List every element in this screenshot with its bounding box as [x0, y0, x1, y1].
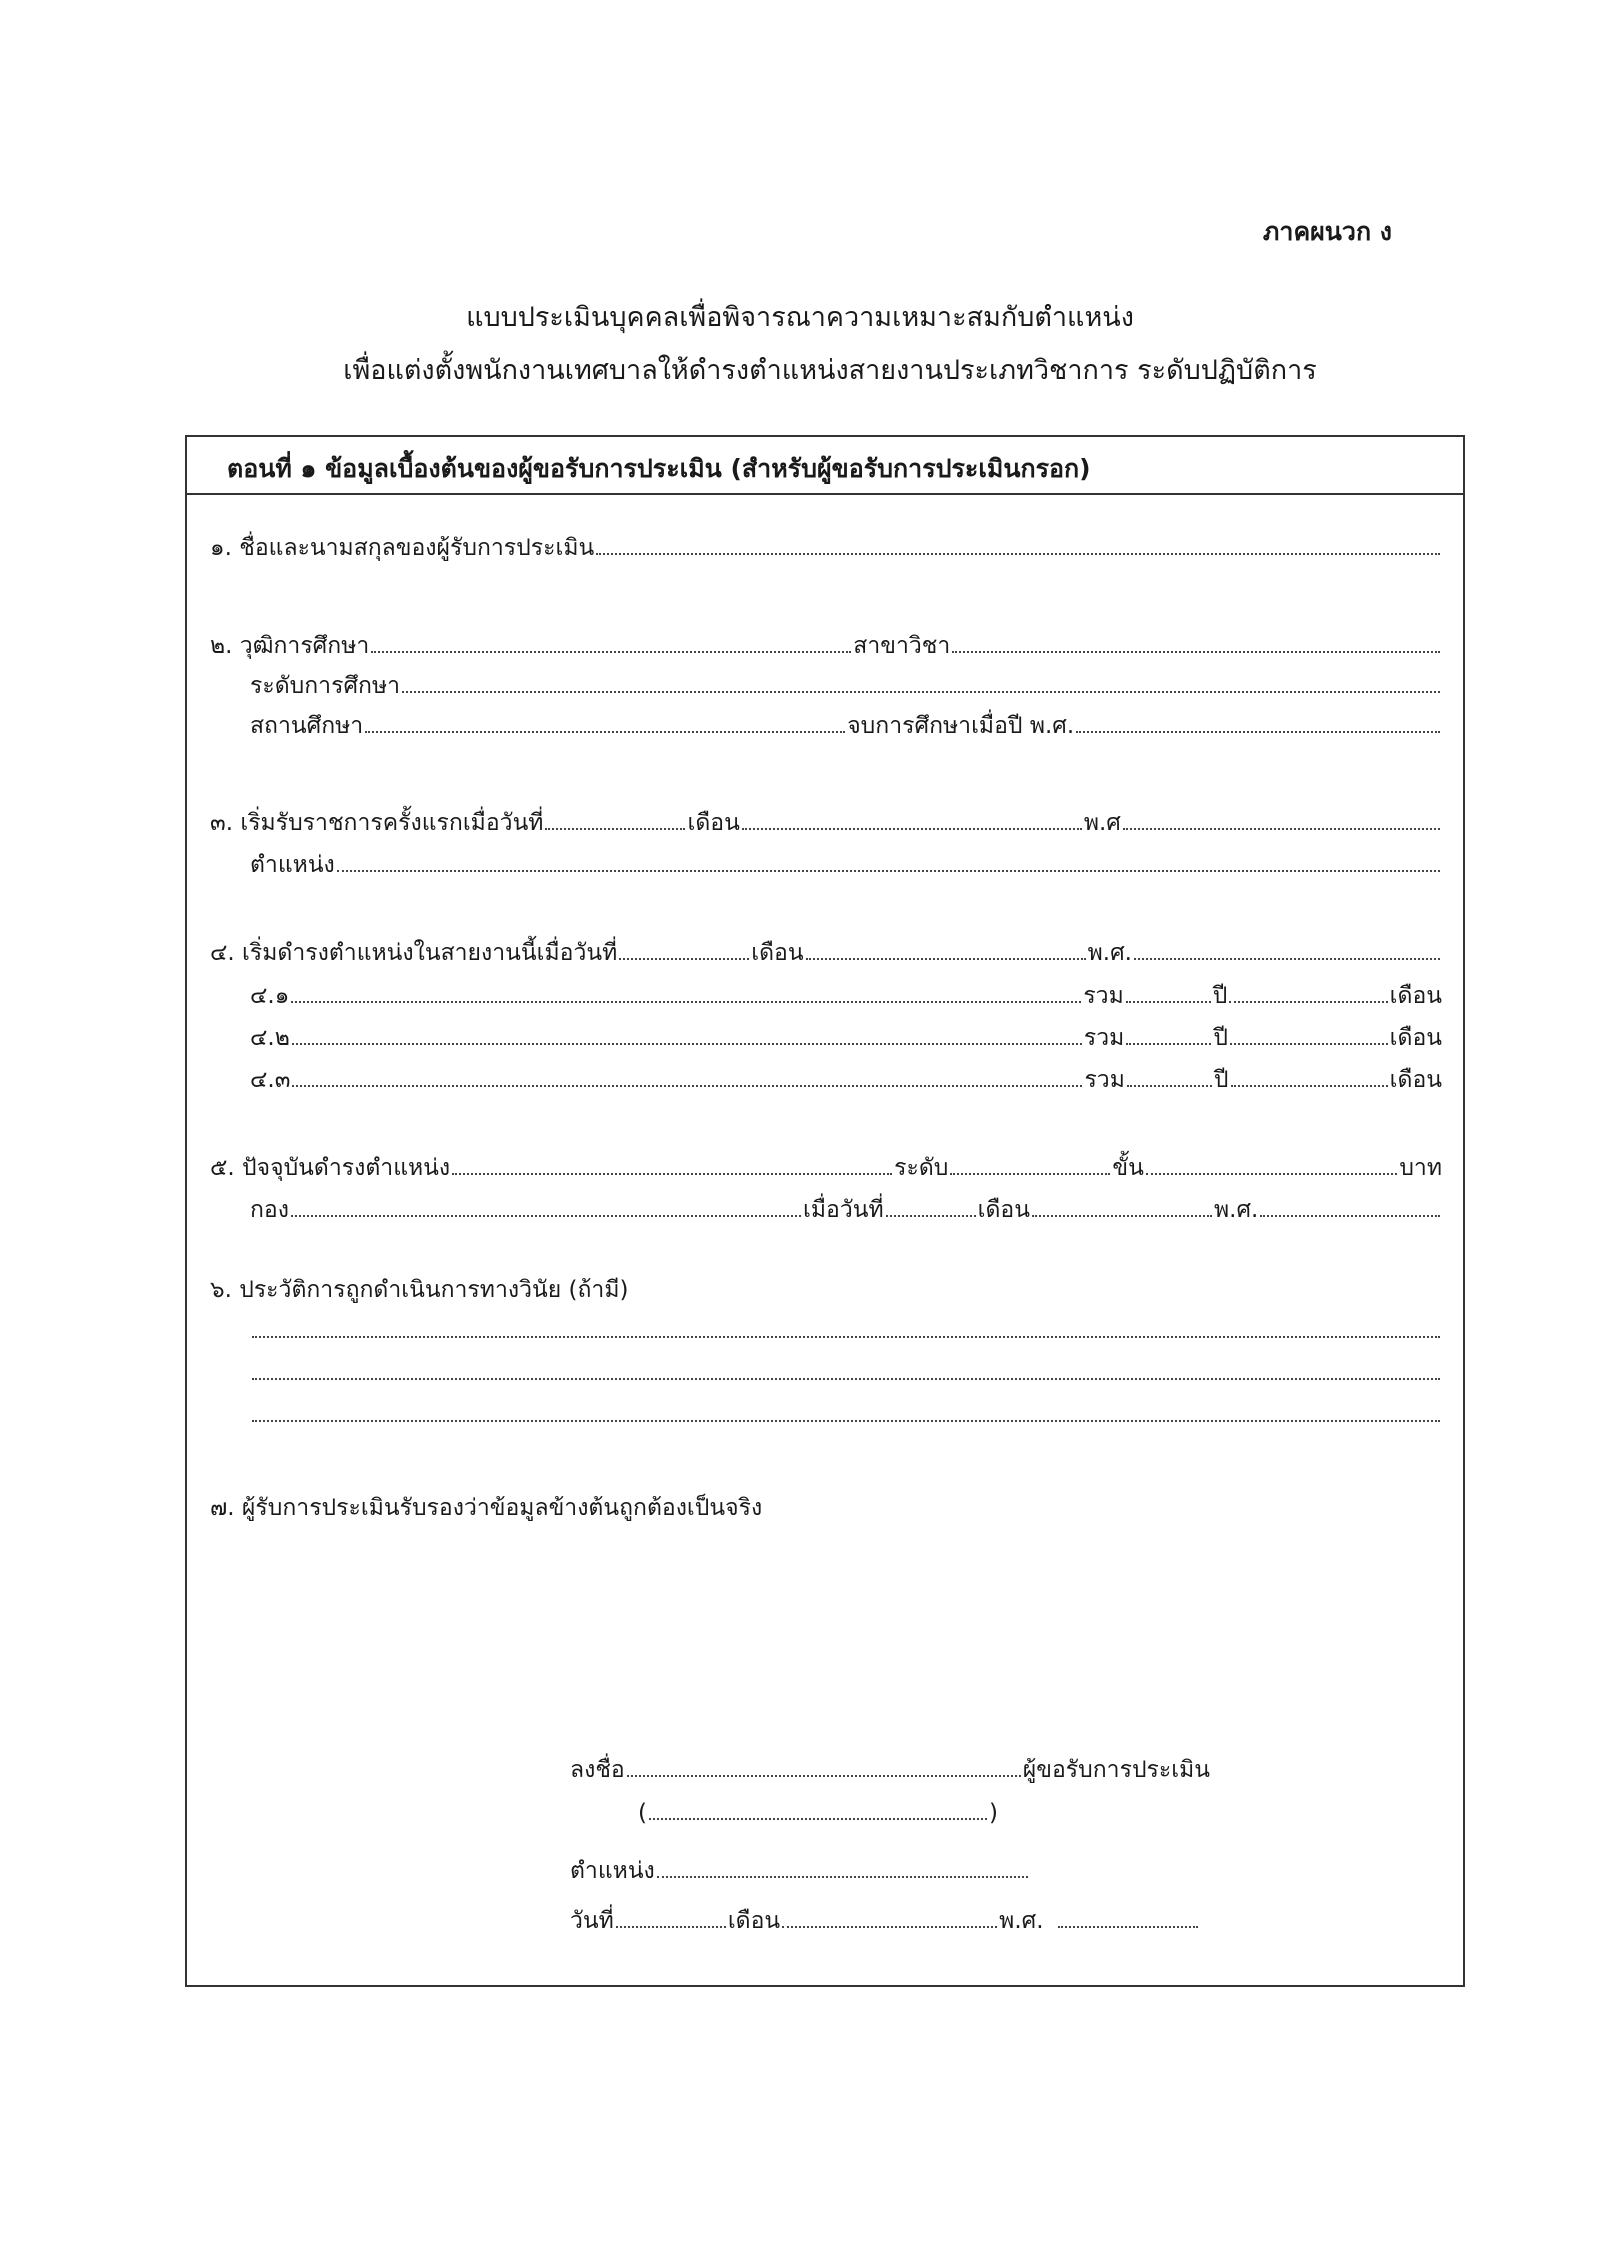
current-position-field[interactable] [452, 1155, 892, 1175]
sign-label: ลงชื่อ [570, 1757, 625, 1783]
since-year-field[interactable] [1260, 1197, 1440, 1217]
item-1-label: ๑. ชื่อและนามสกุลของผู้รับการประเมิน [210, 535, 595, 561]
line-start-label: ๔. เริ่มดำรงตำแหน่งในสายงานนี้เมื่อวันที่ [210, 940, 618, 966]
since-day-field[interactable] [886, 1197, 976, 1217]
sub-4-2-year-label: ปี [1213, 1025, 1228, 1051]
gov-start-month-field[interactable] [742, 810, 1082, 830]
since-month-label: เดือน [977, 1197, 1030, 1223]
current-level-field[interactable] [950, 1155, 1110, 1175]
item-4-2-row [250, 1020, 1442, 1056]
major-field[interactable] [952, 633, 1440, 653]
open-paren: ( [638, 1800, 647, 1826]
current-position-label: ๕. ปัจจุบันดำรงตำแหน่ง [210, 1155, 451, 1181]
line-start-day-field[interactable] [619, 940, 749, 960]
baht-label: บาท [1399, 1155, 1442, 1181]
printed-name-row [638, 1800, 998, 1826]
current-step-field[interactable] [1146, 1155, 1397, 1175]
line-start-month-field[interactable] [806, 940, 1086, 960]
item-2-degree-row [210, 628, 1442, 664]
since-label: เมื่อวันที่ [802, 1197, 884, 1223]
sub-4-1-total-label: รวม [1083, 983, 1124, 1009]
part-header: ตอนที่ ๑ ข้อมูลเบื้องต้นของผู้ขอรับการประเมิน (สำหรับผู้ขอรับการประเมินกรอก) [187, 437, 1463, 495]
signer-position-row [570, 1853, 1030, 1889]
item-6-label-row [210, 1272, 1442, 1308]
signature-field[interactable] [627, 1757, 1021, 1777]
item-5-position-row [210, 1150, 1442, 1186]
discipline-field-3[interactable] [252, 1402, 1440, 1422]
gov-start-label: ๓. เริ่มรับราชการครั้งแรกเมื่อวันที่ [210, 810, 544, 836]
current-level-label: ระดับ [894, 1155, 949, 1181]
division-label: กอง [250, 1197, 289, 1223]
institution-field[interactable] [365, 713, 845, 733]
signer-position-label: ตำแหน่ง [570, 1858, 655, 1884]
item-7-row [210, 1490, 1442, 1526]
sub-4-1-number: ๔.๑ [250, 983, 290, 1009]
item-2-institution-row [250, 708, 1442, 744]
item-2-level-row [250, 668, 1442, 704]
sub-4-1-year-label: ปี [1212, 983, 1228, 1009]
sub-4-2-month-label: เดือน [1389, 1025, 1442, 1051]
signer-role-label: ผู้ขอรับการประเมิน [1022, 1757, 1210, 1783]
item-4-start-row [210, 935, 1442, 971]
discipline-line-3 [250, 1402, 1442, 1422]
sub-4-2-field[interactable] [292, 1025, 1082, 1045]
item-3-position-row [250, 847, 1442, 883]
item-4-1-row [250, 978, 1442, 1014]
certify-label: ๗. ผู้รับการประเมินรับรองว่าข้อมูลข้างต้นถูกต้องเป็นจริง [210, 1495, 763, 1521]
current-step-label: ขั้น [1112, 1155, 1144, 1181]
discipline-field-1[interactable] [252, 1318, 1440, 1338]
major-label: สาขาวิชา [853, 633, 951, 659]
form-title-line2: เพื่อแต่งตั้งพนักงานเทศบาลให้ดำรงตำแหน่งสายงานประเภทวิชาการ ระดับปฏิบัติการ [343, 355, 1317, 386]
gov-start-year-label: พ.ศ [1083, 810, 1121, 836]
line-start-year-label: พ.ศ. [1087, 940, 1132, 966]
level-label: ระดับการศึกษา [250, 673, 401, 699]
appendix-label: ภาคผนวก ง [1262, 217, 1392, 246]
sub-4-3-total-label: รวม [1084, 1067, 1125, 1093]
level-field[interactable] [402, 673, 1440, 693]
discipline-field-2[interactable] [252, 1360, 1440, 1380]
signature-row [570, 1752, 1210, 1788]
sign-day-field[interactable] [616, 1908, 726, 1928]
line-start-year-field[interactable] [1134, 940, 1440, 960]
discipline-line-2 [250, 1360, 1442, 1380]
since-year-label: พ.ศ. [1213, 1197, 1259, 1223]
gov-position-label: ตำแหน่ง [250, 852, 335, 878]
sign-month-label: เดือน [727, 1908, 781, 1934]
sub-4-3-year-label: ปี [1213, 1067, 1229, 1093]
item-4-3-row [250, 1062, 1442, 1098]
graduated-label: จบการศึกษาเมื่อปี พ.ศ. [847, 713, 1075, 739]
sign-year-label: พ.ศ. [999, 1908, 1044, 1934]
graduated-year-field[interactable] [1076, 713, 1440, 733]
line-start-month-label: เดือน [751, 940, 804, 966]
printed-name-field[interactable] [649, 1800, 987, 1820]
item-5-division-row [250, 1192, 1442, 1228]
gov-position-field[interactable] [337, 852, 1440, 872]
degree-field[interactable] [371, 633, 851, 653]
degree-label: ๒. วุฒิการศึกษา [210, 633, 370, 659]
sub-4-2-years-field[interactable] [1126, 1025, 1211, 1045]
gov-start-month-label: เดือน [687, 810, 740, 836]
sub-4-1-month-label: เดือน [1389, 983, 1442, 1009]
name-field[interactable] [596, 535, 1440, 555]
sub-4-2-total-label: รวม [1083, 1025, 1125, 1051]
sub-4-1-field[interactable] [291, 983, 1081, 1003]
sub-4-3-number: ๔.๓ [250, 1067, 291, 1093]
form-title-line1: แบบประเมินบุคคลเพื่อพิจารณาความเหมาะสมกับตำแหน่ง [466, 302, 1134, 333]
sign-month-field[interactable] [782, 1908, 997, 1928]
close-paren: ) [989, 1800, 998, 1826]
item-3-start-row [210, 805, 1442, 841]
sign-year-field[interactable] [1058, 1908, 1198, 1928]
sub-4-3-month-label: เดือน [1389, 1067, 1442, 1093]
discipline-line-1 [250, 1318, 1442, 1338]
gov-start-day-field[interactable] [545, 810, 685, 830]
signature-date-row [570, 1903, 1200, 1939]
sub-4-1-months-field[interactable] [1229, 983, 1387, 1003]
sub-4-2-number: ๔.๒ [250, 1025, 290, 1051]
sub-4-3-field[interactable] [292, 1067, 1082, 1087]
sub-4-3-months-field[interactable] [1231, 1067, 1388, 1087]
sign-date-label: วันที่ [570, 1908, 614, 1934]
sub-4-2-months-field[interactable] [1230, 1025, 1388, 1045]
signer-position-field[interactable] [657, 1858, 1028, 1878]
institution-label: สถานศึกษา [250, 713, 364, 739]
since-month-field[interactable] [1032, 1197, 1212, 1217]
sub-4-1-years-field[interactable] [1126, 983, 1211, 1003]
division-field[interactable] [291, 1197, 801, 1217]
item-1-name-row [210, 530, 1442, 566]
discipline-label: ๖. ประวัติการถูกดำเนินการทางวินัย (ถ้ามี) [210, 1277, 629, 1303]
gov-start-year-field[interactable] [1123, 810, 1440, 830]
sub-4-3-years-field[interactable] [1127, 1067, 1212, 1087]
